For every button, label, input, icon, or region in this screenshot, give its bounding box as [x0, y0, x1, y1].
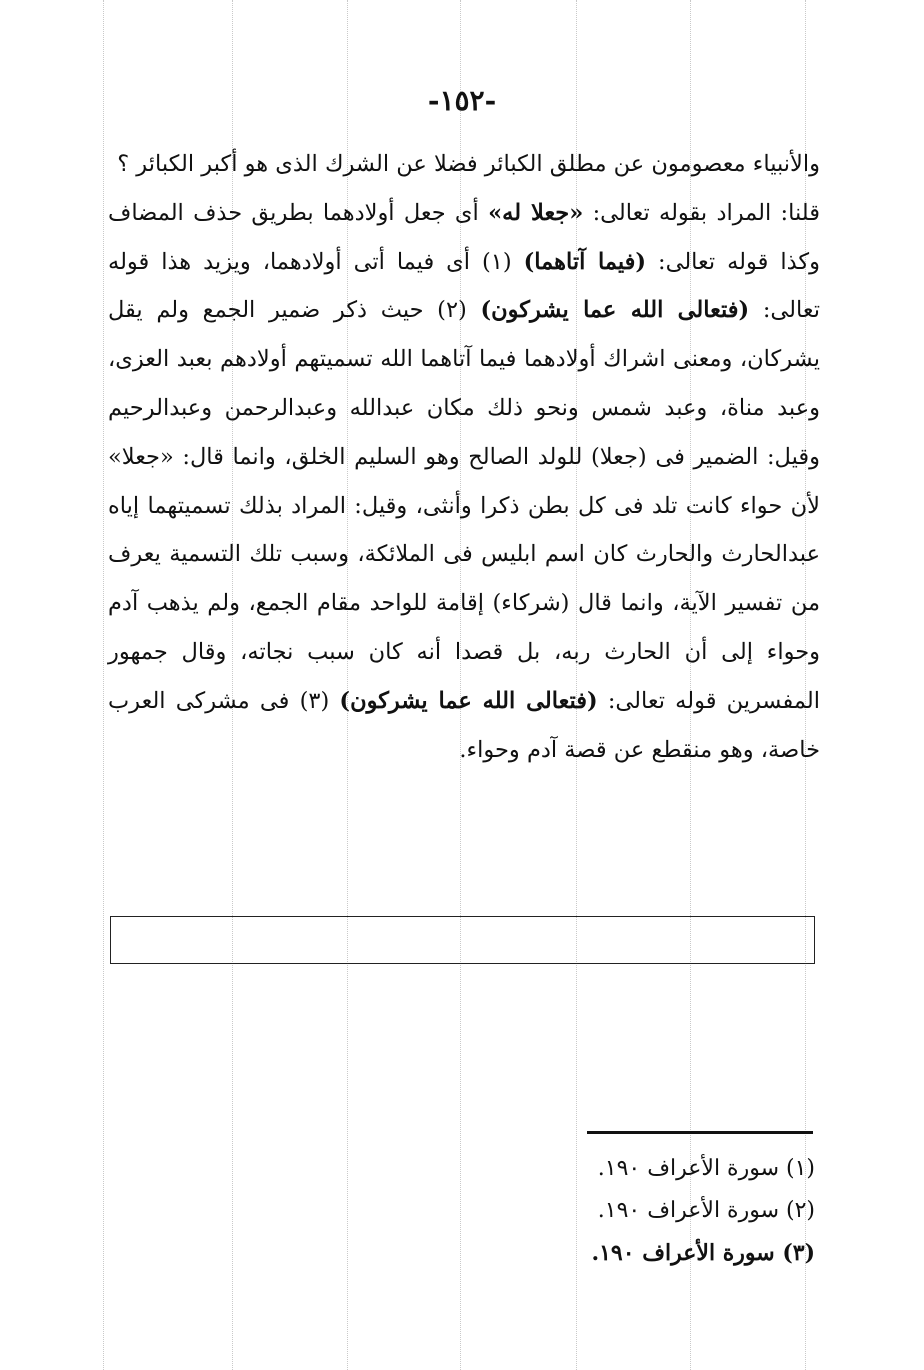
scan-line — [103, 0, 104, 1370]
footnote: (٢) سورة الأعراف ١٩٠. — [597, 1198, 815, 1223]
body-text — [108, 140, 820, 774]
quran-quote: (فيما آتاهما) — [523, 248, 647, 275]
empty-box — [110, 916, 815, 964]
paragraph — [108, 189, 820, 775]
paragraph — [108, 140, 820, 189]
footnotes — [560, 1148, 815, 1274]
footnote: (١) سورة الأعراف ١٩٠. — [597, 1156, 815, 1181]
text-segment: أى جعل أولادهما بطريق حذف المضاف وكذا قوله تعالى: — [108, 199, 820, 275]
page-number: -١٥٢- — [427, 84, 497, 117]
quran-quote: (فتعالى الله عما يشركون) — [480, 297, 750, 324]
text-segment: (٣) فى مشركى العرب خاصة، وهو منقطع عن قصة آدم وحواء. — [108, 687, 820, 763]
footnote-divider — [587, 1131, 813, 1134]
footnote: (٣) سورة الأعراف ١٩٠. — [591, 1240, 815, 1266]
text-segment: والأنبياء معصومون عن مطلق الكبائر فضلا عن الشرك الذى هو أكبر الكبائر ؟ — [117, 151, 820, 177]
text-segment: (٢) حيث ذكر ضمير الجمع ولم يقل يشركان، ومعنى اشراك أولادهما فيما آتاهما الله تسميتهم أولادهم بعبد العزى، وعبد مناة، وعبد شمس ونحو ذلك مكان عبدالله وعبدالرحمن وعبدالرحيم وقيل: الضمير فى (جعلا) للولد الصالح وهو السليم الخلق، وانما قال: «جعلا» لأن حواء كانت تلد فى كل بطن ذكرا وأنثى، وقيل: المراد بذلك تسميتهما إياه عبدالحارث والحارث كان اسم ابليس فى الملائكة، وسبب تلك التسمية يعرف من تفسير الآية، وانما قال (شركاء) إقامة للواحد مقام الجمع، ولم يذهب آدم وحواء إلى أن الحارث ربه، بل قصدا أنه كان سبب نجاته، وقال جمهور المفسرين قوله تعالى: — [108, 297, 821, 714]
text-segment: قلنا: المراد بقوله تعالى: — [583, 199, 820, 226]
quran-quote: (فتعالى الله عما يشركون) — [339, 687, 598, 714]
text-segment: (١) أى فيما أتى أولادهما، ويزيد هذا قوله تعالى: — [108, 248, 820, 324]
quran-quote: «جعلا له» — [488, 199, 584, 226]
